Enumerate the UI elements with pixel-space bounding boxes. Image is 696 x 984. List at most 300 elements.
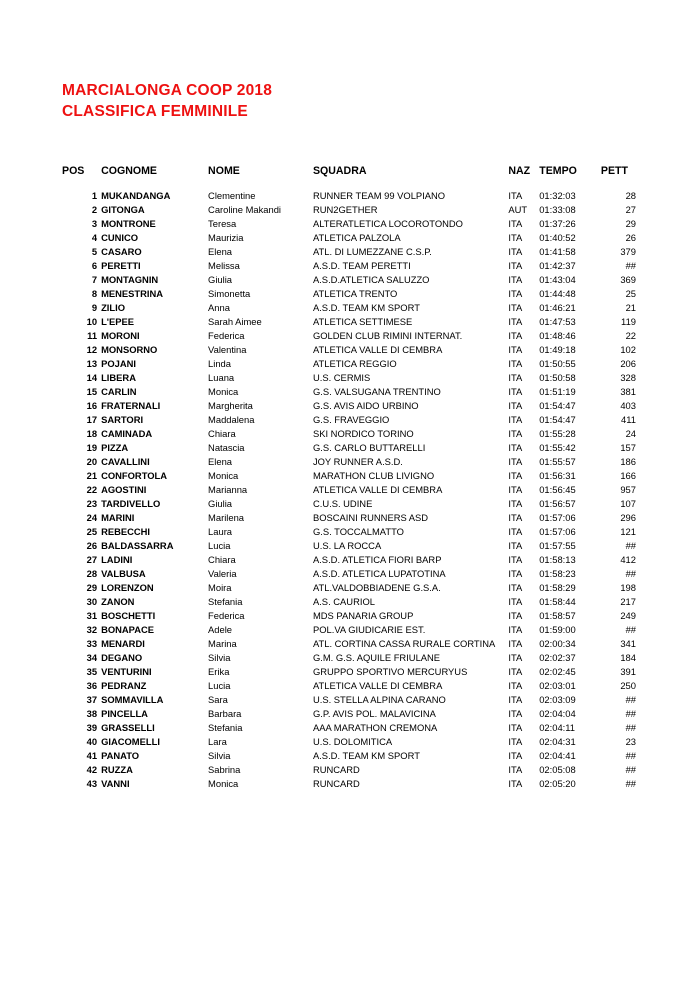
cell-naz: AUT <box>508 203 528 215</box>
cell-pos: 42 <box>86 763 98 775</box>
cell-squadra: RUNNER TEAM 99 VOLPIANO <box>312 189 446 201</box>
cell-pos: 10 <box>86 315 98 327</box>
cell-tempo: 02:04:31 <box>539 735 576 747</box>
cell-pos: 43 <box>86 777 98 789</box>
cell-squadra: ALTERATLETICA LOCOROTONDO <box>312 217 463 229</box>
cell-naz: ITA <box>508 413 523 425</box>
cell-pos: 11 <box>87 329 98 341</box>
cell-pos: 27 <box>86 553 98 565</box>
cell-naz: ITA <box>508 749 523 761</box>
cell-cognome: CASARO <box>101 245 142 257</box>
cell-naz: ITA <box>508 679 523 691</box>
cell-pett: 28 <box>625 189 636 201</box>
table-row <box>62 426 638 440</box>
cell-nome: Simonetta <box>208 287 251 299</box>
cell-squadra: G.S. AVIS AIDO URBINO <box>312 399 419 411</box>
cell-pett: 157 <box>620 441 636 453</box>
table-row <box>62 356 638 370</box>
cell-pos: 23 <box>86 497 98 509</box>
cell-pett: 186 <box>620 455 636 467</box>
cell-pett: 166 <box>620 469 636 481</box>
cell-pett: 369 <box>620 273 636 285</box>
cell-cognome: MUKANDANGA <box>101 189 171 201</box>
cell-squadra: JOY RUNNER A.S.D. <box>312 455 403 467</box>
cell-cognome: GITONGA <box>101 203 145 215</box>
table-row <box>62 622 638 636</box>
cell-nome: Lara <box>208 735 227 747</box>
cell-pett: 957 <box>620 483 636 495</box>
cell-naz: ITA <box>508 777 523 789</box>
cell-squadra: G.S. CARLO BUTTARELLI <box>312 441 426 453</box>
cell-pett: 21 <box>625 301 636 313</box>
cell-naz: ITA <box>508 189 523 201</box>
cell-cognome: MENARDI <box>101 637 145 649</box>
cell-cognome: ZANON <box>101 595 135 607</box>
cell-nome: Elena <box>208 455 233 467</box>
cell-squadra: G.P. AVIS POL. MALAVICINA <box>312 707 436 719</box>
cell-tempo: 01:33:08 <box>539 203 576 215</box>
cell-pos: 30 <box>86 595 98 607</box>
cell-squadra: AAA MARATHON CREMONA <box>312 721 438 733</box>
cell-pett: ## <box>625 749 636 761</box>
cell-pos: 31 <box>86 609 98 621</box>
cell-squadra: RUNCARD <box>312 763 360 775</box>
table-row <box>62 692 638 706</box>
cell-cognome: BONAPACE <box>101 623 155 635</box>
cell-pos: 12 <box>86 343 98 355</box>
table-row <box>62 538 638 552</box>
cell-pett: ## <box>625 721 636 733</box>
cell-cognome: TARDIVELLO <box>101 497 161 509</box>
cell-pett: ## <box>625 763 636 775</box>
cell-nome: Monica <box>208 385 239 397</box>
cell-pett: 29 <box>625 217 636 229</box>
cell-cognome: PINCELLA <box>101 707 148 719</box>
table-row <box>62 398 638 412</box>
cell-pos: 33 <box>86 637 98 649</box>
cell-naz: ITA <box>508 567 523 579</box>
table-row <box>62 300 638 314</box>
cell-tempo: 01:58:23 <box>539 567 576 579</box>
cell-pett: 403 <box>620 399 636 411</box>
table-row <box>62 216 638 230</box>
cell-naz: ITA <box>508 259 523 271</box>
cell-cognome: VANNI <box>101 777 130 789</box>
cell-naz: ITA <box>508 287 523 299</box>
cell-nome: Marianna <box>208 483 248 495</box>
cell-tempo: 01:32:03 <box>539 189 576 201</box>
cell-nome: Giulia <box>208 273 233 285</box>
cell-pett: 379 <box>620 245 636 257</box>
cell-nome: Chiara <box>208 553 236 565</box>
cell-nome: Melissa <box>208 259 240 271</box>
cell-naz: ITA <box>508 329 523 341</box>
cell-naz: ITA <box>508 581 523 593</box>
cell-cognome: PIZZA <box>101 441 129 453</box>
cell-tempo: 01:59:00 <box>539 623 576 635</box>
cell-tempo: 01:57:06 <box>539 525 576 537</box>
cell-squadra: G.M. G.S. AQUILE FRIULANE <box>312 651 441 663</box>
cell-squadra: U.S. CERMIS <box>312 371 371 383</box>
cell-nome: Maddalena <box>208 413 255 425</box>
table-row <box>62 608 638 622</box>
cell-cognome: CARLIN <box>101 385 137 397</box>
table-row <box>62 706 638 720</box>
cell-nome: Caroline Makandi <box>208 203 282 215</box>
cell-pos: 15 <box>86 385 98 397</box>
cell-naz: ITA <box>508 217 523 229</box>
cell-cognome: FRATERNALI <box>101 399 161 411</box>
cell-pos: 1 <box>91 189 98 201</box>
table-row <box>62 454 638 468</box>
cell-naz: ITA <box>508 385 523 397</box>
table-body <box>62 188 638 790</box>
table-row <box>62 664 638 678</box>
cell-tempo: 02:00:34 <box>539 637 576 649</box>
cell-tempo: 01:57:06 <box>539 511 576 523</box>
cell-pos: 4 <box>91 231 98 243</box>
cell-pett: 198 <box>620 581 636 593</box>
cell-squadra: G.S. TOCCALMATTO <box>312 525 404 537</box>
cell-naz: ITA <box>508 539 523 551</box>
cell-cognome: REBECCHI <box>101 525 151 537</box>
cell-naz: ITA <box>508 651 523 663</box>
cell-squadra: A.S.D.ATLETICA SALUZZO <box>312 273 430 285</box>
cell-nome: Moira <box>208 581 232 593</box>
cell-pos: 28 <box>86 567 98 579</box>
cell-naz: ITA <box>508 343 523 355</box>
cell-nome: Adele <box>208 623 233 635</box>
cell-pett: ## <box>625 623 636 635</box>
table-row <box>62 342 638 356</box>
cell-tempo: 02:02:45 <box>539 665 576 677</box>
cell-naz: ITA <box>508 427 523 439</box>
cell-pett: 341 <box>620 637 636 649</box>
cell-nome: Linda <box>208 357 231 369</box>
cell-tempo: 01:56:57 <box>539 497 576 509</box>
cell-naz: ITA <box>508 763 523 775</box>
cell-squadra: A.S.D. ATLETICA FIORI BARP <box>312 553 442 565</box>
cell-tempo: 01:54:47 <box>539 399 576 411</box>
cell-nome: Valeria <box>208 567 237 579</box>
cell-cognome: RUZZA <box>101 763 133 775</box>
cell-squadra: G.S. FRAVEGGIO <box>312 413 390 425</box>
cell-pett: 250 <box>620 679 636 691</box>
cell-tempo: 01:50:58 <box>539 371 576 383</box>
table-row <box>62 734 638 748</box>
cell-cognome: LIBERA <box>101 371 136 383</box>
cell-nome: Lucia <box>208 679 231 691</box>
cell-pos: 37 <box>86 693 98 705</box>
cell-pos: 22 <box>86 483 98 495</box>
cell-naz: ITA <box>508 231 523 243</box>
cell-pett: 107 <box>620 497 636 509</box>
cell-tempo: 01:47:53 <box>539 315 576 327</box>
cell-tempo: 01:54:47 <box>539 413 576 425</box>
cell-squadra: A.S.D. TEAM KM SPORT <box>312 301 420 313</box>
cell-tempo: 01:58:29 <box>539 581 576 593</box>
cell-pett: 328 <box>620 371 636 383</box>
cell-pett: 217 <box>620 595 636 607</box>
table-row <box>62 552 638 566</box>
cell-squadra: ATLETICA SETTIMESE <box>312 315 413 327</box>
cell-cognome: GIACOMELLI <box>101 735 160 747</box>
cell-pos: 38 <box>86 707 98 719</box>
cell-tempo: 02:03:09 <box>539 693 576 705</box>
cell-naz: ITA <box>508 469 523 481</box>
cell-cognome: MONTAGNIN <box>101 273 159 285</box>
cell-pos: 16 <box>86 399 98 411</box>
table-row <box>62 636 638 650</box>
cell-cognome: MENESTRINA <box>101 287 164 299</box>
cell-pos: 40 <box>86 735 98 747</box>
table-row <box>62 524 638 538</box>
results-table <box>62 165 638 790</box>
cell-squadra: ATL. DI LUMEZZANE C.S.P. <box>312 245 432 257</box>
cell-cognome: DEGANO <box>101 651 143 663</box>
cell-tempo: 01:49:18 <box>539 343 576 355</box>
cell-nome: Anna <box>208 301 230 313</box>
cell-cognome: PERETTI <box>101 259 141 271</box>
table-row <box>62 286 638 300</box>
cell-cognome: SOMMAVILLA <box>101 693 164 705</box>
cell-pett: 119 <box>621 315 636 327</box>
table-row <box>62 412 638 426</box>
cell-naz: ITA <box>508 273 523 285</box>
table-row <box>62 230 638 244</box>
cell-tempo: 01:43:04 <box>539 273 576 285</box>
cell-nome: Erika <box>208 665 230 677</box>
table-row <box>62 566 638 580</box>
cell-squadra: RUN2GETHER <box>312 203 378 215</box>
cell-cognome: CAMINADA <box>101 427 153 439</box>
cell-nome: Luana <box>208 371 235 383</box>
cell-pos: 26 <box>86 539 98 551</box>
cell-nome: Margherita <box>208 399 253 411</box>
cell-tempo: 01:55:28 <box>539 427 576 439</box>
cell-pos: 9 <box>91 301 98 313</box>
cell-cognome: PANATO <box>101 749 140 761</box>
cell-cognome: SARTORI <box>101 413 144 425</box>
cell-squadra: A.S.D. TEAM KM SPORT <box>312 749 420 761</box>
cell-cognome: LORENZON <box>101 581 154 593</box>
table-row <box>62 678 638 692</box>
cell-tempo: 01:56:45 <box>539 483 576 495</box>
cell-cognome: BOSCHETTI <box>101 609 156 621</box>
cell-cognome: MONTRONE <box>101 217 156 229</box>
table-row <box>62 272 638 286</box>
cell-pett: 23 <box>625 735 636 747</box>
cell-pos: 8 <box>91 287 98 299</box>
cell-tempo: 02:04:04 <box>539 707 576 719</box>
cell-pett: 391 <box>620 665 636 677</box>
document-title <box>62 80 272 122</box>
table-row <box>62 258 638 272</box>
table-row <box>62 328 638 342</box>
cell-tempo: 01:48:46 <box>539 329 576 341</box>
cell-tempo: 01:58:44 <box>539 595 576 607</box>
cell-tempo: 01:56:31 <box>539 469 576 481</box>
cell-pett: 26 <box>625 231 636 243</box>
cell-naz: ITA <box>508 455 523 467</box>
table-row <box>62 244 638 258</box>
table-row <box>62 762 638 776</box>
cell-nome: Silvia <box>208 749 231 761</box>
cell-tempo: 01:58:57 <box>539 609 576 621</box>
cell-nome: Silvia <box>208 651 231 663</box>
cell-squadra: G.S. VALSUGANA TRENTINO <box>312 385 441 397</box>
cell-naz: ITA <box>508 357 523 369</box>
cell-pos: 18 <box>86 427 98 439</box>
title-line-classification: CLASSIFICA FEMMINILE <box>62 103 248 120</box>
table-row <box>62 440 638 454</box>
table-row <box>62 650 638 664</box>
cell-squadra: U.S. LA ROCCA <box>312 539 382 551</box>
cell-nome: Federica <box>208 329 245 341</box>
cell-tempo: 01:51:19 <box>539 385 576 397</box>
cell-nome: Federica <box>208 609 245 621</box>
cell-squadra: A.S.D. TEAM PERETTI <box>312 259 411 271</box>
cell-pos: 19 <box>86 441 98 453</box>
cell-pos: 32 <box>86 623 98 635</box>
cell-squadra: ATLETICA VALLE DI CEMBRA <box>312 343 443 355</box>
cell-pos: 3 <box>91 217 98 229</box>
cell-naz: ITA <box>508 497 523 509</box>
cell-squadra: A.S.D. ATLETICA LUPATOTINA <box>312 567 446 579</box>
cell-squadra: GRUPPO SPORTIVO MERCURYUS <box>312 665 468 677</box>
cell-cognome: POJANI <box>101 357 136 369</box>
column-header-pos: POS <box>62 165 85 177</box>
table-row <box>62 748 638 762</box>
cell-pos: 35 <box>86 665 98 677</box>
cell-nome: Stefania <box>208 721 243 733</box>
cell-cognome: MONSORNO <box>101 343 158 355</box>
cell-pett: 27 <box>625 203 636 215</box>
table-row <box>62 202 638 216</box>
table-row <box>62 188 638 202</box>
cell-squadra: C.U.S. UDINE <box>312 497 373 509</box>
table-row <box>62 314 638 328</box>
cell-naz: ITA <box>508 721 523 733</box>
cell-tempo: 01:46:21 <box>539 301 576 313</box>
cell-tempo: 01:37:26 <box>539 217 576 229</box>
cell-nome: Marilena <box>208 511 244 523</box>
cell-nome: Elena <box>208 245 233 257</box>
cell-cognome: CAVALLINI <box>101 455 150 467</box>
cell-naz: ITA <box>508 483 523 495</box>
cell-cognome: MARINI <box>101 511 135 523</box>
cell-pett: ## <box>625 539 636 551</box>
cell-squadra: A.S. CAURIOL <box>312 595 375 607</box>
cell-tempo: 01:50:55 <box>539 357 576 369</box>
cell-tempo: 02:04:41 <box>539 749 576 761</box>
table-row <box>62 594 638 608</box>
cell-squadra: GOLDEN CLUB RIMINI INTERNAT. <box>312 329 463 341</box>
cell-cognome: LADINI <box>101 553 133 565</box>
cell-squadra: ATLETICA REGGIO <box>312 357 397 369</box>
cell-cognome: BALDASSARRA <box>101 539 174 551</box>
cell-pos: 5 <box>91 245 98 257</box>
cell-naz: ITA <box>508 511 523 523</box>
cell-nome: Barbara <box>208 707 242 719</box>
table-header-row <box>62 165 638 188</box>
table-header <box>62 165 638 188</box>
cell-nome: Lucia <box>208 539 231 551</box>
cell-cognome: MORONI <box>101 329 140 341</box>
cell-naz: ITA <box>508 245 523 257</box>
cell-pett: 24 <box>625 427 636 439</box>
cell-tempo: 01:40:52 <box>539 231 576 243</box>
cell-naz: ITA <box>508 637 523 649</box>
cell-naz: ITA <box>508 735 523 747</box>
cell-squadra: ATL. CORTINA CASSA RURALE CORTINA <box>312 637 496 649</box>
cell-nome: Monica <box>208 469 239 481</box>
cell-nome: Sabrina <box>208 763 241 775</box>
cell-pos: 2 <box>91 203 98 215</box>
cell-nome: Teresa <box>208 217 237 229</box>
cell-pos: 41 <box>86 749 98 761</box>
cell-cognome: AGOSTINI <box>101 483 147 495</box>
cell-tempo: 01:44:48 <box>539 287 576 299</box>
cell-naz: ITA <box>508 525 523 537</box>
cell-cognome: ZILIO <box>101 301 126 313</box>
cell-nome: Valentina <box>208 343 247 355</box>
cell-naz: ITA <box>508 301 523 313</box>
cell-cognome: PEDRANZ <box>101 679 147 691</box>
column-header-pett: PETT <box>600 165 628 177</box>
cell-pos: 13 <box>86 357 98 369</box>
cell-pos: 21 <box>86 469 98 481</box>
cell-tempo: 01:58:13 <box>539 553 576 565</box>
cell-pett: 412 <box>620 553 636 565</box>
cell-nome: Marina <box>208 637 237 649</box>
column-header-naz: NAZ <box>508 165 531 177</box>
cell-squadra: ATLETICA VALLE DI CEMBRA <box>312 679 443 691</box>
cell-tempo: 02:04:11 <box>539 721 576 733</box>
cell-nome: Giulia <box>208 497 233 509</box>
cell-pos: 6 <box>91 259 98 271</box>
cell-naz: ITA <box>508 553 523 565</box>
cell-tempo: 01:41:58 <box>539 245 576 257</box>
cell-nome: Chiara <box>208 427 236 439</box>
cell-pos: 29 <box>86 581 98 593</box>
column-header-squadra: SQUADRA <box>312 165 367 177</box>
cell-cognome: VENTURINI <box>101 665 152 677</box>
cell-pett: ## <box>625 777 636 789</box>
cell-pett: 381 <box>620 385 636 397</box>
cell-pett: 411 <box>621 413 636 425</box>
cell-squadra: POL.VA GIUDICARIE EST. <box>312 623 426 635</box>
table-row <box>62 468 638 482</box>
cell-tempo: 02:02:37 <box>539 651 576 663</box>
column-header-nome: NOME <box>208 165 240 177</box>
cell-naz: ITA <box>508 399 523 411</box>
cell-nome: Maurizia <box>208 231 244 243</box>
table-row <box>62 384 638 398</box>
table-row <box>62 580 638 594</box>
cell-squadra: MDS PANARIA GROUP <box>312 609 414 621</box>
cell-squadra: SKI NORDICO TORINO <box>312 427 414 439</box>
cell-pos: 39 <box>86 721 98 733</box>
cell-cognome: CUNICO <box>101 231 139 243</box>
cell-cognome: GRASSELLI <box>101 721 155 733</box>
cell-squadra: RUNCARD <box>312 777 360 789</box>
title-line-event: MARCIALONGA COOP 2018 <box>62 82 273 99</box>
cell-pett: ## <box>625 707 636 719</box>
cell-pos: 36 <box>86 679 98 691</box>
column-header-cognome: COGNOME <box>101 165 157 177</box>
cell-naz: ITA <box>508 371 523 383</box>
